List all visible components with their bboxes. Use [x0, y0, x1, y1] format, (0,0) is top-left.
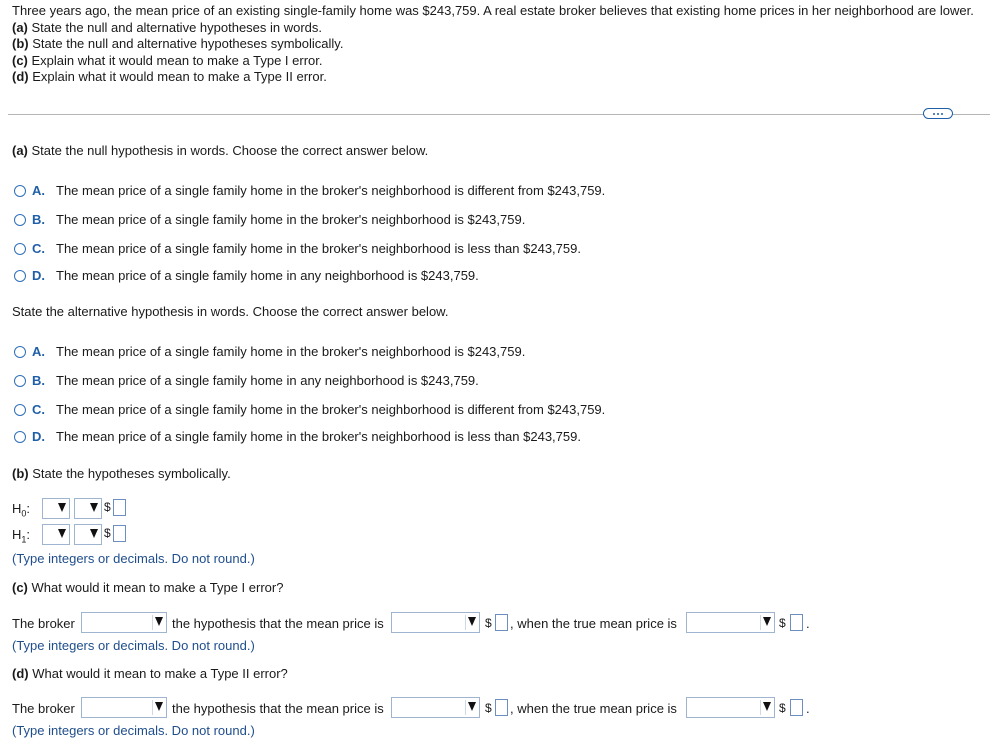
- part-c-heading: (c) What would it mean to make a Type I error?: [12, 580, 284, 595]
- type1-decision-dropdown[interactable]: [81, 612, 167, 633]
- ellipsis-icon: [937, 113, 939, 115]
- alt-option-b[interactable]: B. The mean price of a single family home in any neighborhood is $243,759.: [14, 373, 479, 388]
- part-c-true-dollar-sign: $: [779, 616, 786, 630]
- h0-label: $H_0$:: [12, 501, 31, 519]
- h0-dollar-sign: $: [104, 500, 111, 514]
- radio-button[interactable]: [14, 270, 26, 282]
- h1-dollar-sign: $: [104, 526, 111, 540]
- part-d-true-dollar-sign: $: [779, 701, 786, 715]
- radio-button[interactable]: [14, 346, 26, 358]
- alt-option-c[interactable]: C. The mean price of a single family home in the broker's neighborhood is different from $243,759.: [14, 402, 605, 417]
- h0-parameter-dropdown[interactable]: [42, 498, 70, 519]
- h1-parameter-dropdown[interactable]: [42, 524, 70, 545]
- part-d-after-text: , when the true mean price is: [510, 701, 677, 716]
- h0-value-input[interactable]: [113, 499, 126, 516]
- h1-value-input[interactable]: [113, 525, 126, 542]
- dropdown-arrow-icon: [763, 702, 771, 711]
- question-intro: Three years ago, the mean price of an existing single-family home was $243,759. A real estate broker believes that existing home prices in her neighborhood are lower.: [12, 3, 974, 18]
- type2-relation-dropdown[interactable]: [391, 697, 480, 718]
- dropdown-arrow-icon: [468, 702, 476, 711]
- alt-hypothesis-heading: State the alternative hypothesis in words. Choose the correct answer below.: [12, 304, 449, 319]
- null-hypothesis-heading: (a) State the null hypothesis in words. Choose the correct answer below.: [12, 143, 429, 158]
- section-divider: [8, 114, 990, 115]
- part-d-middle-text: the hypothesis that the mean price is: [172, 701, 384, 716]
- type2-true-relation-dropdown[interactable]: [686, 697, 775, 718]
- dropdown-arrow-icon: [763, 617, 771, 626]
- part-b-note: (Type integers or decimals. Do not round.): [12, 551, 255, 566]
- null-option-b[interactable]: B. The mean price of a single family home in the broker's neighborhood is $243,759.: [14, 212, 525, 227]
- part-d-dollar-sign: $: [485, 701, 492, 715]
- h1-relation-dropdown[interactable]: [74, 524, 102, 545]
- radio-button[interactable]: [14, 185, 26, 197]
- null-option-a[interactable]: A. The mean price of a single family home in the broker's neighborhood is different from $243,759.: [14, 183, 605, 198]
- question-part-c: (c) Explain what it would mean to make a Type I error.: [12, 53, 323, 68]
- part-c-after-text: , when the true mean price is: [510, 616, 677, 631]
- part-d-heading: (d) What would it mean to make a Type II error?: [12, 666, 288, 681]
- null-option-d[interactable]: D. The mean price of a single family home in any neighborhood is $243,759.: [14, 268, 479, 283]
- part-c-end: .: [806, 616, 810, 631]
- part-c-dollar-sign: $: [485, 616, 492, 630]
- radio-button[interactable]: [14, 243, 26, 255]
- type2-decision-dropdown[interactable]: [81, 697, 167, 718]
- dropdown-arrow-icon: [90, 503, 98, 512]
- type1-relation-dropdown[interactable]: [391, 612, 480, 633]
- null-option-c[interactable]: C. The mean price of a single family home in the broker's neighborhood is less than $243,759.: [14, 241, 581, 256]
- radio-button[interactable]: [14, 214, 26, 226]
- part-c-prefix: The broker: [12, 616, 75, 631]
- part-c-note: (Type integers or decimals. Do not round.): [12, 638, 255, 653]
- part-d-end: .: [806, 701, 810, 716]
- radio-button[interactable]: [14, 404, 26, 416]
- dropdown-arrow-icon: [155, 617, 163, 626]
- dropdown-arrow-icon: [58, 503, 66, 512]
- radio-button[interactable]: [14, 375, 26, 387]
- ellipsis-icon: [933, 113, 935, 115]
- type1-true-relation-dropdown[interactable]: [686, 612, 775, 633]
- h0-relation-dropdown[interactable]: [74, 498, 102, 519]
- question-part-b: (b) State the null and alternative hypotheses symbolically.: [12, 36, 344, 51]
- part-d-note: (Type integers or decimals. Do not round.): [12, 723, 255, 738]
- dropdown-arrow-icon: [58, 529, 66, 538]
- alt-option-a[interactable]: A. The mean price of a single family home in the broker's neighborhood is $243,759.: [14, 344, 525, 359]
- dropdown-arrow-icon: [90, 529, 98, 538]
- dropdown-arrow-icon: [468, 617, 476, 626]
- type2-value-input[interactable]: [495, 699, 508, 716]
- part-d-prefix: The broker: [12, 701, 75, 716]
- question-part-d: (d) Explain what it would mean to make a Type II error.: [12, 69, 327, 84]
- h1-label: $H_1$:: [12, 527, 31, 545]
- type2-true-value-input[interactable]: [790, 699, 803, 716]
- question-part-a: (a) State the null and alternative hypotheses in words.: [12, 20, 323, 35]
- radio-button[interactable]: [14, 431, 26, 443]
- ellipsis-icon: [941, 113, 943, 115]
- more-button[interactable]: [923, 108, 953, 119]
- part-b-heading: (b) State the hypotheses symbolically.: [12, 466, 231, 481]
- alt-option-d[interactable]: D. The mean price of a single family home in the broker's neighborhood is less than $243,759.: [14, 429, 581, 444]
- dropdown-arrow-icon: [155, 702, 163, 711]
- type1-value-input[interactable]: [495, 614, 508, 631]
- part-c-middle-text: the hypothesis that the mean price is: [172, 616, 384, 631]
- type1-true-value-input[interactable]: [790, 614, 803, 631]
